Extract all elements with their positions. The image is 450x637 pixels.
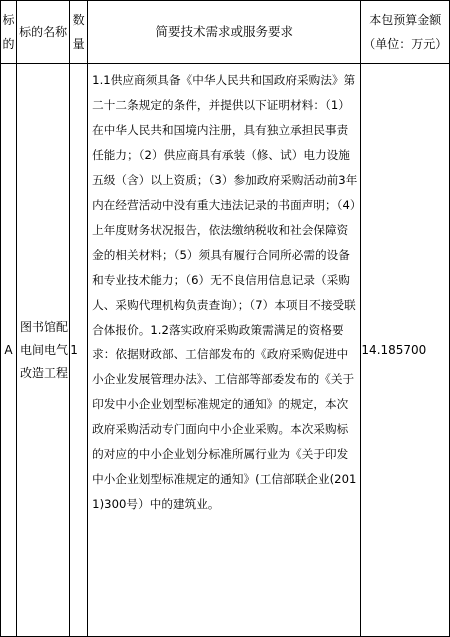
cell-package: A: [1, 64, 17, 637]
header-row: [1, 1, 450, 64]
header-package: 标的: [1, 1, 17, 64]
header-budget-line1: 本包预算金额: [369, 13, 442, 27]
cell-budget: 14.185700: [361, 64, 450, 637]
cell-name: 图书馆配电间电气改造工程: [16, 64, 69, 637]
header-requirements: 简要技术需求或服务要求: [88, 1, 361, 64]
header-budget: [361, 1, 450, 64]
requirements-text: 1.1供应商须具备《中华人民共和国政府采购法》第二十二条规定的条件，并提供以下证明材料：（1）在中华人民共和国境内注册，具有独立承担民事责任能力；（2）供应商具有承装（修、试）电力设施五级（含）以上资质；（3）参加政府采购活动前3年内在经营活动中没有重大违法记录的书面声明；（4）上年度财务状况报告，依法缴纳税收和社会保障资金的相关材料；（5）须具有履行合同所必需的设备和专业技术能力；（6）无不良信用信息记录（采购人、采购代理机构负责查询）；（7）本项目不接受联合体报价。1.2落实政府采购政策需满足的资格要求：依据财政部、工信部发布的《政府采购促进中小企业发展管理办法》、工信部等部委发布的《关于印发中小企业划型标准规定的通知》的规定，本次政府采购活动专门面向中小企业采购。本次采购标的对应的中小企业划分标准所属行业为《关于印发中小企业划型标准规定的通知》(工信部联企业(2011)300号）中的建筑业。: [92, 73, 358, 512]
cell-quantity: 1: [70, 64, 88, 637]
cell-requirements: [88, 64, 361, 637]
header-budget-line2: （单位：万元）: [363, 37, 448, 51]
header-name: 标的名称: [16, 1, 69, 64]
table-row: [1, 64, 450, 637]
header-quantity: 数量: [70, 1, 88, 64]
